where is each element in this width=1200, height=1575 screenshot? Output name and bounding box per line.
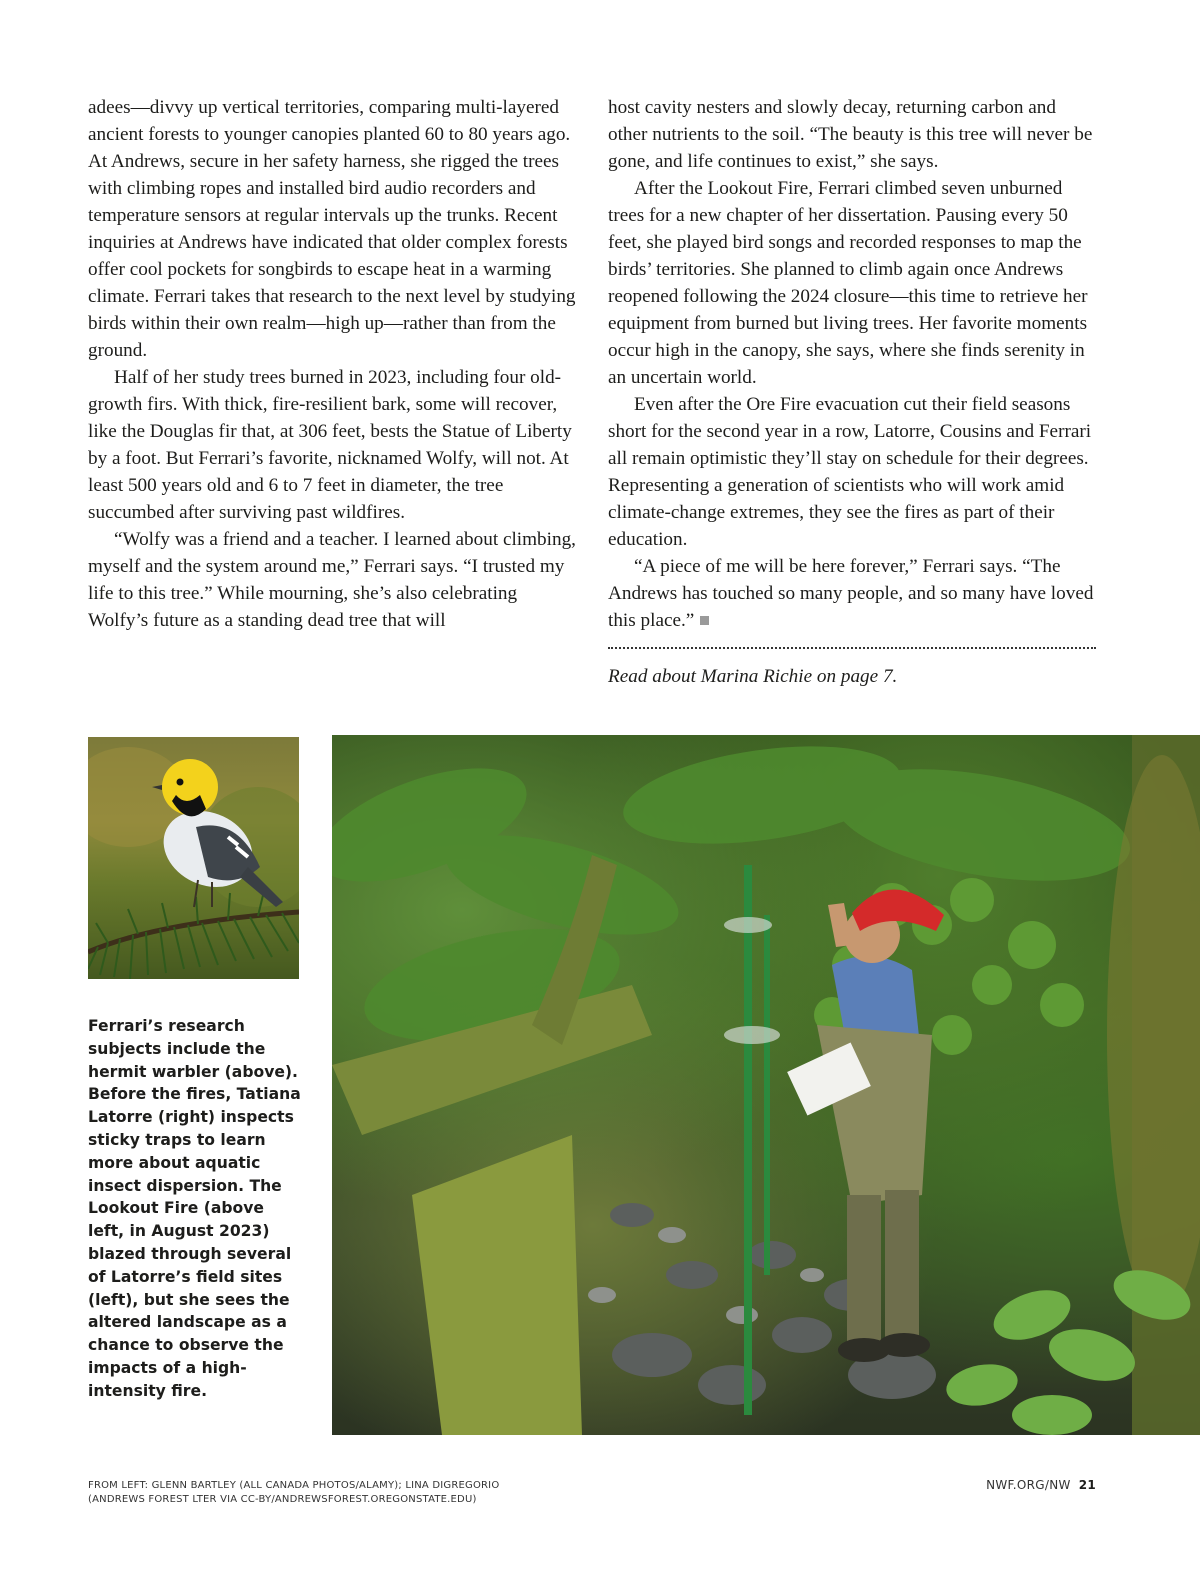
article-column-right — [608, 94, 1096, 690]
photo-caption: Ferrari’s research subjects include the hermit warbler (above). Before the fires, Tatiana Latorre (right) inspects sticky traps to learn more about aquatic insect dispersion. The Lookout Fire (above left, in August 2023) blazed through several of Latorre’s field sites (left), but she sees the altered landscape as a chance to observe the impacts of a high-intensity fire. — [88, 1017, 301, 1400]
dotted-divider — [608, 647, 1096, 649]
article-paragraph: Half of her study trees burned in 2023, including four old-growth firs. With thick, fire-resilient bark, some will recover, like the Douglas fir that, at 306 feet, bests the Statue of Liberty by a foot. But Ferrari’s favorite, nicknamed Wolfy, will not. At least 500 years old and 6 to 7 feet in diameter, the tree succumbed after surviving past wildfires. — [88, 367, 572, 523]
page-folio — [986, 1478, 1096, 1492]
article-paragraph: host cavity nesters and slowly decay, returning carbon and other nutrients to the soil. “The beauty is this tree will never be gone, and life continues to exist,” she says. — [608, 97, 1093, 172]
page-number: 21 — [1078, 1478, 1096, 1492]
site-url: NWF.ORG/NW — [986, 1478, 1071, 1492]
photo-credit-line: (ANDREWS FOREST LTER VIA CC-BY/ANDREWSFOREST.OREGONSTATE.EDU) — [88, 1494, 477, 1505]
article-paragraph: After the Lookout Fire, Ferrari climbed seven unburned trees for a new chapter of her dissertation. Pausing every 50 feet, she played bird songs and recorded responses to map the birds’ territories. She planned to climb again once Andrews reopened following the 2024 closure—this time to retrieve her equipment from burned but living trees. Her favorite moments occur high in the canopy, she says, where she finds serenity in an uncertain world. — [608, 178, 1088, 388]
bird-illustration — [88, 737, 299, 979]
forest-scene-illustration — [332, 735, 1200, 1435]
article-paragraph: Even after the Ore Fire evacuation cut their field seasons short for the second year in a row, Latorre, Cousins and Ferrari all remain optimistic they’ll stay on schedule for their degrees. Representing a generation of scientists who will work amid climate-change extremes, they see the fires as part of their education. — [608, 394, 1092, 550]
article-paragraph-text: “A piece of me will be here forever,” Ferrari says. “The Andrews has touched so many people, and so many have loved this place.” — [608, 556, 1094, 631]
photo-credit-line: FROM LEFT: GLENN BARTLEY (ALL CANADA PHOTOS/ALAMY); LINA DIGREGORIO — [88, 1480, 500, 1491]
end-mark-icon — [700, 616, 709, 625]
article-final-paragraph — [608, 553, 1096, 634]
photo-credit — [88, 1479, 608, 1507]
article-column-left — [88, 94, 576, 634]
hermit-warbler-photo — [88, 737, 299, 979]
article-paragraph: adees—divvy up vertical territories, comparing multi-layered ancient forests to younger canopies planted 60 to 80 years ago. At Andrews, secure in her safety harness, she rigged the trees with climbing ropes and installed bird audio recorders and temperature sensors at regular intervals up the trunks. Recent inquiries at Andrews have indicated that older complex forests offer cool pockets for songbirds to escape heat in a warming climate. Ferrari takes that research to the next level by studying birds within their own realm—high up—rather than from the ground. — [88, 97, 576, 361]
author-note: Read about Marina Richie on page 7. — [608, 666, 898, 687]
article-paragraph: “Wolfy was a friend and a teacher. I learned about climbing, myself and the system around me,” Ferrari says. “I trusted my life to this tree.” While mourning, she’s also celebrating Wolfy’s future as a standing dead tree that will — [88, 529, 576, 631]
forest-stream-researcher-photo — [332, 735, 1200, 1435]
